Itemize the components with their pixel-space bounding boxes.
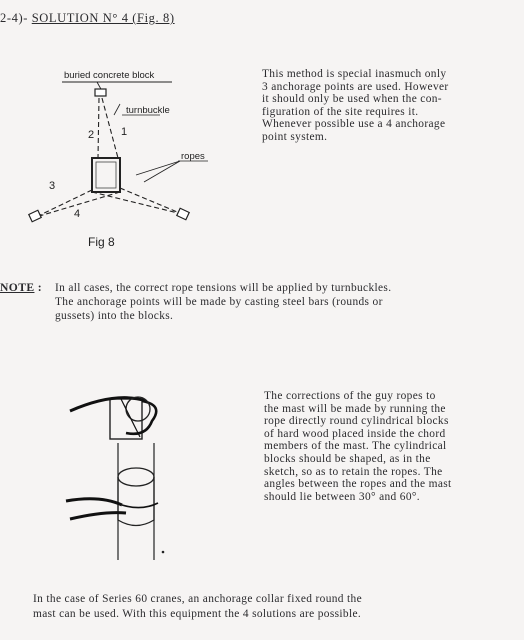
top-anchor-block bbox=[95, 89, 106, 96]
note-line: The anchorage points will be made by casting steel bars (rounds or bbox=[55, 296, 383, 308]
cylinder-body bbox=[118, 477, 154, 526]
corrections-line: the mast will be made by running the bbox=[264, 402, 446, 415]
rope-label-4: 4 bbox=[74, 208, 81, 220]
note-label bbox=[0, 281, 42, 294]
corrections-paragraph bbox=[264, 390, 452, 503]
rope-lower-1 bbox=[66, 499, 122, 505]
right-anchor-block bbox=[177, 208, 189, 219]
note-text bbox=[55, 281, 391, 323]
corrections-line: angles between the ropes and the mast bbox=[264, 478, 452, 491]
corrections-line: The corrections of the guy ropes to bbox=[264, 390, 436, 402]
series60-line: mast can be used. With this equipment the 4 solutions are possible. bbox=[33, 608, 362, 620]
figure-caption: Fig 8 bbox=[88, 235, 115, 249]
rope-upper bbox=[70, 398, 146, 411]
label-turnbuckle: turnbuckle bbox=[126, 105, 170, 116]
cylinder-top bbox=[118, 468, 154, 486]
rope-right-2 bbox=[120, 188, 182, 214]
figure-8-diagram bbox=[22, 62, 232, 262]
rope-label-1: 1 bbox=[121, 126, 128, 138]
rope-3 bbox=[36, 190, 92, 217]
corrections-line: of hard wood placed inside the chord bbox=[264, 427, 446, 440]
speck bbox=[162, 551, 165, 554]
note-line: In all cases, the correct rope tensions will be applied by turnbuckles. bbox=[55, 282, 392, 294]
mast-inner-square bbox=[96, 162, 116, 188]
note-word: NOTE bbox=[0, 281, 35, 294]
intro-line: it should only be used when the con- bbox=[262, 93, 442, 106]
intro-line: This method is special inasmuch only bbox=[262, 68, 447, 80]
intro-line: point system. bbox=[262, 130, 328, 143]
rope-cross bbox=[120, 397, 140, 437]
intro-line: figuration of the site requires it. bbox=[262, 105, 419, 118]
section-heading bbox=[0, 11, 175, 26]
rope-lower-wrap bbox=[122, 503, 158, 508]
corrections-line: should lie between 30° and 60°. bbox=[264, 490, 420, 503]
left-anchor-block bbox=[29, 210, 41, 221]
note-line: gussets) into the blocks. bbox=[55, 310, 174, 322]
leader-line bbox=[114, 104, 120, 115]
note-colon: : bbox=[37, 281, 43, 294]
label-buried-concrete-block: buried concrete block bbox=[64, 70, 155, 81]
intro-line: Whenever possible use a 4 anchorage bbox=[262, 118, 446, 131]
section-title: SOLUTION N° 4 (Fig. 8) bbox=[31, 11, 175, 25]
label-ropes: ropes bbox=[181, 151, 205, 162]
section-number: 2-4)- bbox=[0, 11, 28, 25]
intro-line: 3 anchorage points are used. However bbox=[262, 80, 449, 93]
corrections-line: blocks should be shaped, as in the bbox=[264, 452, 431, 465]
series60-line: In the case of Series 60 cranes, an anchorage collar fixed round the bbox=[33, 593, 362, 605]
rope-2 bbox=[98, 98, 99, 158]
rope-1 bbox=[102, 98, 118, 158]
corrections-line: sketch, so as to retain the ropes. The bbox=[264, 465, 443, 478]
series60-paragraph bbox=[33, 592, 362, 622]
cylindrical-block-sketch bbox=[60, 385, 180, 560]
corrections-line: rope directly round cylindrical blocks bbox=[264, 415, 449, 428]
ropes-leader-2 bbox=[144, 161, 180, 182]
rope-label-3: 3 bbox=[49, 180, 56, 192]
rope-label-2: 2 bbox=[88, 129, 95, 141]
intro-paragraph bbox=[262, 68, 449, 144]
corrections-line: members of the mast. The cylindrical bbox=[264, 440, 447, 453]
ropes-leader-1 bbox=[136, 161, 180, 175]
